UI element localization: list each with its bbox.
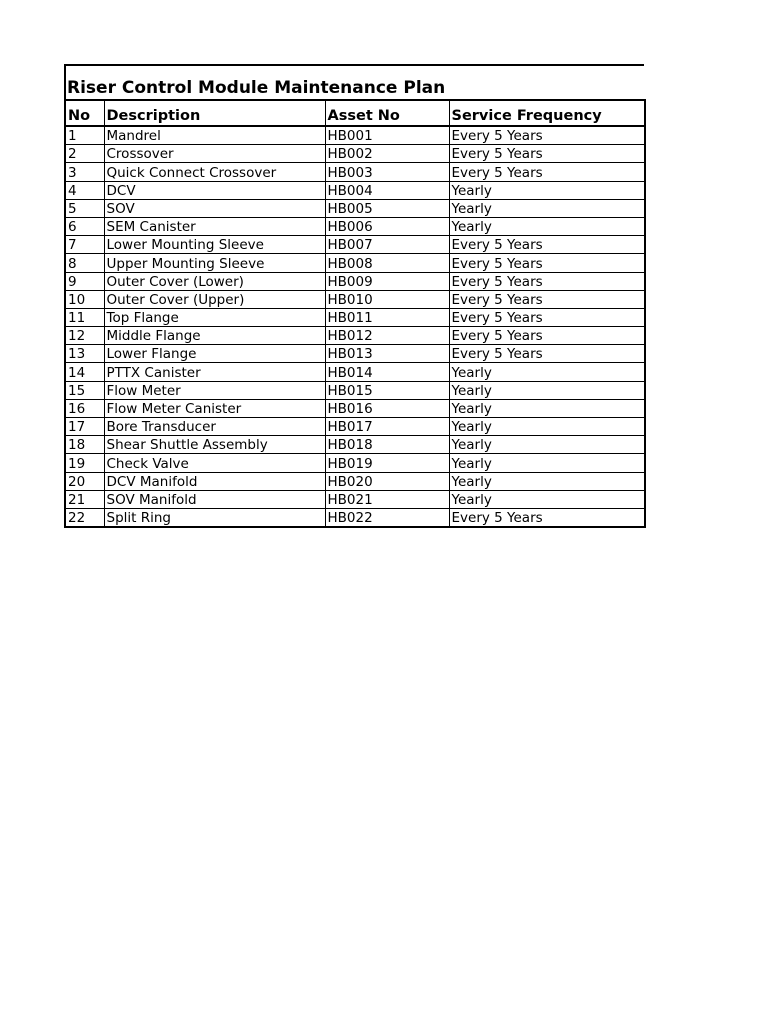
cell-service-frequency: Yearly — [449, 436, 645, 454]
column-header-no: No — [65, 100, 104, 126]
table-row — [65, 199, 645, 217]
cell-description: SOV Manifold — [104, 490, 325, 508]
cell-no: 12 — [65, 327, 104, 345]
cell-service-frequency: Yearly — [449, 181, 645, 199]
cell-description: SOV — [104, 199, 325, 217]
cell-asset-no: HB019 — [325, 454, 449, 472]
cell-asset-no: HB007 — [325, 236, 449, 254]
cell-description: Bore Transducer — [104, 418, 325, 436]
cell-no: 14 — [65, 363, 104, 381]
cell-no: 10 — [65, 290, 104, 308]
table-row — [65, 272, 645, 290]
cell-service-frequency: Every 5 Years — [449, 508, 645, 527]
cell-asset-no: HB009 — [325, 272, 449, 290]
cell-description: Shear Shuttle Assembly — [104, 436, 325, 454]
cell-no: 15 — [65, 381, 104, 399]
table-row — [65, 472, 645, 490]
table-row — [65, 327, 645, 345]
cell-no: 17 — [65, 418, 104, 436]
table-row — [65, 508, 645, 527]
cell-description: Outer Cover (Lower) — [104, 272, 325, 290]
header-row — [65, 100, 645, 126]
cell-description: Middle Flange — [104, 327, 325, 345]
table-row — [65, 418, 645, 436]
table-row — [65, 290, 645, 308]
cell-description: Mandrel — [104, 126, 325, 145]
cell-description: Split Ring — [104, 508, 325, 527]
table-row — [65, 254, 645, 272]
cell-asset-no: HB022 — [325, 508, 449, 527]
cell-service-frequency: Yearly — [449, 363, 645, 381]
cell-description: Flow Meter Canister — [104, 399, 325, 417]
cell-service-frequency: Every 5 Years — [449, 345, 645, 363]
cell-service-frequency: Yearly — [449, 490, 645, 508]
cell-description: Flow Meter — [104, 381, 325, 399]
column-header-asset-no: Asset No — [325, 100, 449, 126]
cell-asset-no: HB003 — [325, 163, 449, 181]
column-header-description: Description — [104, 100, 325, 126]
cell-description: DCV Manifold — [104, 472, 325, 490]
table-row — [65, 399, 645, 417]
cell-description: Quick Connect Crossover — [104, 163, 325, 181]
table-row — [65, 163, 645, 181]
cell-asset-no: HB008 — [325, 254, 449, 272]
cell-no: 2 — [65, 145, 104, 163]
cell-service-frequency: Yearly — [449, 472, 645, 490]
cell-asset-no: HB012 — [325, 327, 449, 345]
cell-asset-no: HB017 — [325, 418, 449, 436]
cell-no: 4 — [65, 181, 104, 199]
cell-asset-no: HB006 — [325, 217, 449, 235]
cell-service-frequency: Every 5 Years — [449, 236, 645, 254]
cell-description: Upper Mounting Sleeve — [104, 254, 325, 272]
cell-description: Lower Flange — [104, 345, 325, 363]
cell-service-frequency: Yearly — [449, 418, 645, 436]
cell-service-frequency: Every 5 Years — [449, 290, 645, 308]
cell-no: 21 — [65, 490, 104, 508]
table-row — [65, 345, 645, 363]
cell-no: 1 — [65, 126, 104, 145]
cell-service-frequency: Yearly — [449, 381, 645, 399]
cell-no: 22 — [65, 508, 104, 527]
cell-service-frequency: Yearly — [449, 399, 645, 417]
cell-no: 11 — [65, 308, 104, 326]
cell-no: 18 — [65, 436, 104, 454]
cell-no: 9 — [65, 272, 104, 290]
cell-no: 19 — [65, 454, 104, 472]
cell-service-frequency: Every 5 Years — [449, 254, 645, 272]
cell-description: Crossover — [104, 145, 325, 163]
cell-no: 8 — [65, 254, 104, 272]
cell-description: Top Flange — [104, 308, 325, 326]
cell-asset-no: HB001 — [325, 126, 449, 145]
table-body — [65, 126, 645, 527]
cell-no: 5 — [65, 199, 104, 217]
table-row — [65, 126, 645, 145]
table-row — [65, 490, 645, 508]
table-row — [65, 454, 645, 472]
cell-service-frequency: Yearly — [449, 199, 645, 217]
table-row — [65, 308, 645, 326]
cell-asset-no: HB014 — [325, 363, 449, 381]
cell-asset-no: HB005 — [325, 199, 449, 217]
cell-description: SEM Canister — [104, 217, 325, 235]
cell-description: DCV — [104, 181, 325, 199]
cell-service-frequency: Yearly — [449, 217, 645, 235]
cell-service-frequency: Every 5 Years — [449, 126, 645, 145]
cell-description: Check Valve — [104, 454, 325, 472]
table-row — [65, 436, 645, 454]
cell-asset-no: HB010 — [325, 290, 449, 308]
cell-service-frequency: Yearly — [449, 454, 645, 472]
cell-no: 6 — [65, 217, 104, 235]
cell-asset-no: HB004 — [325, 181, 449, 199]
cell-asset-no: HB013 — [325, 345, 449, 363]
column-header-service-frequency: Service Frequency — [449, 100, 645, 126]
cell-no: 13 — [65, 345, 104, 363]
cell-asset-no: HB018 — [325, 436, 449, 454]
table-row — [65, 381, 645, 399]
cell-no: 20 — [65, 472, 104, 490]
maintenance-plan-sheet — [64, 64, 644, 528]
cell-description: Outer Cover (Upper) — [104, 290, 325, 308]
cell-description: PTTX Canister — [104, 363, 325, 381]
cell-no: 3 — [65, 163, 104, 181]
table-row — [65, 363, 645, 381]
table-row — [65, 145, 645, 163]
table-row — [65, 217, 645, 235]
cell-no: 16 — [65, 399, 104, 417]
cell-asset-no: HB002 — [325, 145, 449, 163]
cell-asset-no: HB016 — [325, 399, 449, 417]
table-row — [65, 181, 645, 199]
cell-description: Lower Mounting Sleeve — [104, 236, 325, 254]
cell-asset-no: HB021 — [325, 490, 449, 508]
cell-service-frequency: Every 5 Years — [449, 308, 645, 326]
sheet-title: Riser Control Module Maintenance Plan — [64, 64, 644, 99]
cell-service-frequency: Every 5 Years — [449, 272, 645, 290]
cell-asset-no: HB011 — [325, 308, 449, 326]
cell-service-frequency: Every 5 Years — [449, 145, 645, 163]
maintenance-table — [64, 99, 646, 528]
cell-service-frequency: Every 5 Years — [449, 163, 645, 181]
cell-asset-no: HB020 — [325, 472, 449, 490]
cell-service-frequency: Every 5 Years — [449, 327, 645, 345]
cell-no: 7 — [65, 236, 104, 254]
table-row — [65, 236, 645, 254]
cell-asset-no: HB015 — [325, 381, 449, 399]
